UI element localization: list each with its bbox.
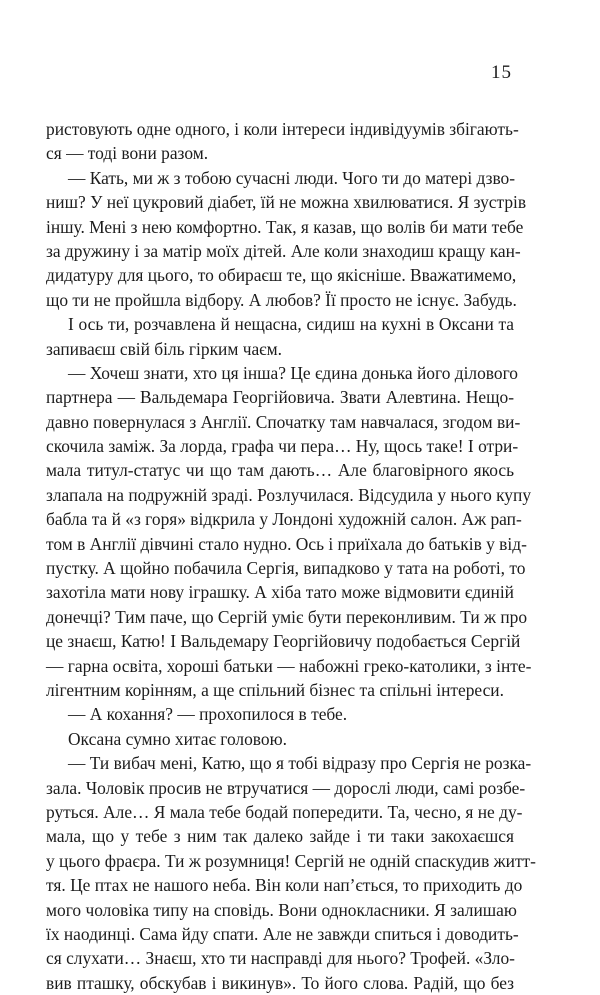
text-line: бабла та й «з горя» відкрила у Лондоні художній салон. Аж рап- bbox=[46, 509, 522, 530]
text-line: за дружину і за матір моїх дітей. Але коли знаходиш кращу кан- bbox=[46, 240, 521, 261]
text-line: злапала на подружній зраді. Розлучилася. Відсудила у нього купу bbox=[46, 484, 532, 505]
text-line: — А кохання? — прохопилося в тебе. bbox=[68, 704, 348, 725]
text-line: — Ти вибач мені, Катю, що я тобі відразу про Сергія не розка- bbox=[68, 753, 532, 774]
text-line: у цього фраєра. Ти ж розумниця! Сергій не одній спаскудив житт- bbox=[46, 850, 536, 871]
text-line: зала. Чоловік просив не втручатися — дорослі люди, самі розбе- bbox=[46, 777, 526, 798]
text-line: вив пташку, обскубав і викинув». То його слова. Радій, що без bbox=[46, 972, 514, 993]
text-line: — Хочеш знати, хто ця інша? Це єдина донька його ділового bbox=[68, 362, 518, 383]
text-line: їх наодинці. Сама йду спати. Але не завжди спиться і доводить- bbox=[46, 923, 519, 944]
text-line: давно повернулася з Англії. Спочатку там навчалася, згодом ви- bbox=[46, 411, 521, 432]
text-line: захотіла мати нову іграшку. А хіба тато може відмовити єдиній bbox=[46, 582, 514, 603]
text-line: донечці? Тим паче, що Сергій уміє бути переконливим. Ти ж про bbox=[46, 606, 528, 627]
text-line: руться. Але… Я мала тебе бодай попередити. Та, чесно, я не ду- bbox=[46, 801, 523, 822]
page-number: 15 bbox=[491, 62, 512, 83]
text-line: мого чоловіка типу на сповідь. Вони однокласники. Я залишаю bbox=[46, 899, 517, 920]
text-line: лігентним корінням, а ще спільний бізнес та спільні інтереси. bbox=[46, 679, 504, 700]
text-line: ся — тоді вони разом. bbox=[46, 143, 209, 164]
body-text bbox=[46, 117, 536, 995]
text-line: іншу. Мені з нею комфортно. Так, я казав, що волів би мати тебе bbox=[46, 216, 524, 237]
text-line: — Кать, ми ж з тобою сучасні люди. Чого ти до матері дзво- bbox=[68, 167, 516, 188]
text-line: том в Англії дівчині стало нудно. Ось і приїхала до батьків у від- bbox=[46, 533, 527, 554]
text-line: партнера — Вальдемара Георгійовича. Звати Алевтина. Нещо- bbox=[46, 387, 514, 408]
text-line: скочила заміж. За лорда, графа чи пера… Ну, щось таке! І отри- bbox=[46, 436, 519, 457]
text-line: це знаєш, Катю! І Вальдемару Георгійовичу подобається Сергій bbox=[46, 631, 521, 652]
text-line: пустку. А щойно побачила Сергія, випадково у тата на роботі, то bbox=[46, 558, 526, 579]
text-line: тя. Це птах не нашого неба. Він коли нап’ється, то приходить до bbox=[46, 875, 523, 896]
text-line: ниш? У неї цукровий діабет, їй не можна хвилюватися. Я зустрів bbox=[46, 192, 527, 213]
text-line: ся слухати… Знаєш, хто ти насправді для нього? Трофей. «Зло- bbox=[46, 948, 515, 969]
text-line: мала, що у тебе з ним так далеко зайде і ти таки закохаєшся bbox=[46, 826, 514, 847]
text-line: мала титул-статус чи що там дають… Але благовірного якось bbox=[46, 460, 514, 481]
text-line: ристовують одне одного, і коли інтереси індивідуумів збігають- bbox=[46, 119, 519, 139]
text-line: запиваєш свій біль гірким чаєм. bbox=[46, 338, 282, 359]
text-line: Оксана сумно хитає головою. bbox=[68, 728, 287, 749]
text-line: що ти не пройшла відбору. А любов? Її просто не існує. Забудь. bbox=[46, 289, 517, 310]
text-line: — гарна освіта, хороші батьки — набожні греко-католики, з інте- bbox=[46, 655, 532, 676]
text-line: дидатуру для цього, то обираєш те, що якісніше. Вважатимемо, bbox=[46, 265, 517, 286]
text-line: І ось ти, розчавлена й нещасна, сидиш на кухні в Оксани та bbox=[68, 314, 514, 335]
